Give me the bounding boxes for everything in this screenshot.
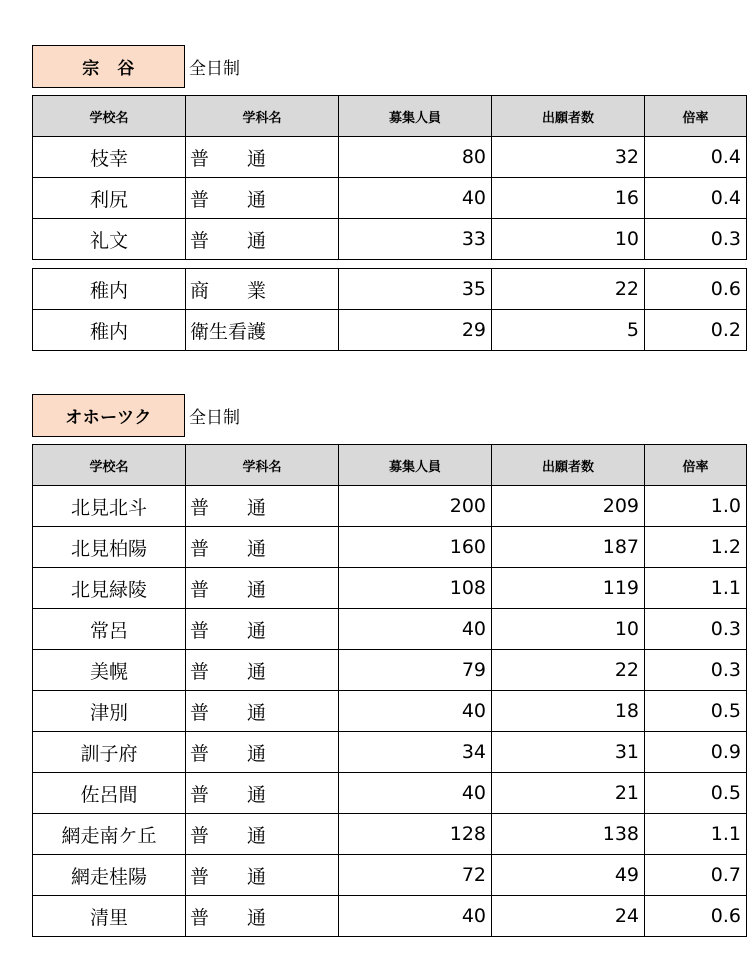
- capacity: 160: [339, 527, 492, 568]
- table-header-row: [33, 96, 747, 137]
- applicants: 24: [492, 896, 645, 937]
- table-header-row: [33, 445, 747, 486]
- capacity: 34: [339, 732, 492, 773]
- department: 普 通: [186, 219, 339, 260]
- applicants: 49: [492, 855, 645, 896]
- school-name: 北見緑陵: [33, 568, 186, 609]
- header-applicants: 出願者数: [492, 445, 645, 486]
- header-ratio: 倍率: [645, 96, 747, 137]
- school-name: 清里: [33, 896, 186, 937]
- ratio: 1.1: [645, 814, 747, 855]
- applicants: 16: [492, 178, 645, 219]
- region-label: オホーツク: [32, 394, 185, 437]
- applicants: 32: [492, 137, 645, 178]
- school-name: 稚内: [33, 310, 186, 351]
- applicants: 209: [492, 486, 645, 527]
- school-name: 網走南ケ丘: [33, 814, 186, 855]
- capacity: 128: [339, 814, 492, 855]
- applicants: 10: [492, 609, 645, 650]
- ratio: 0.9: [645, 732, 747, 773]
- school-name: 利尻: [33, 178, 186, 219]
- table-row: [33, 269, 747, 310]
- section-souya: [32, 45, 741, 351]
- capacity: 29: [339, 310, 492, 351]
- admissions-table: [32, 95, 747, 351]
- table-row: [33, 896, 747, 937]
- ratio: 0.2: [645, 310, 747, 351]
- applicants: 18: [492, 691, 645, 732]
- table-row: [33, 855, 747, 896]
- table-row: [33, 219, 747, 260]
- capacity: 108: [339, 568, 492, 609]
- applicants: 31: [492, 732, 645, 773]
- table-row: [33, 691, 747, 732]
- ratio: 0.3: [645, 219, 747, 260]
- department: 普 通: [186, 855, 339, 896]
- table-row: [33, 137, 747, 178]
- ratio: 0.6: [645, 896, 747, 937]
- ratio: 0.4: [645, 137, 747, 178]
- admissions-table: [32, 444, 747, 937]
- table-row: [33, 178, 747, 219]
- table-row: [33, 310, 747, 351]
- capacity: 40: [339, 178, 492, 219]
- applicants: 10: [492, 219, 645, 260]
- capacity: 79: [339, 650, 492, 691]
- ratio: 0.6: [645, 269, 747, 310]
- ratio: 1.1: [645, 568, 747, 609]
- capacity: 40: [339, 896, 492, 937]
- department: 普 通: [186, 178, 339, 219]
- school-name: 北見柏陽: [33, 527, 186, 568]
- header-department: 学科名: [186, 96, 339, 137]
- school-name: 北見北斗: [33, 486, 186, 527]
- department: 普 通: [186, 650, 339, 691]
- region-header: [32, 394, 646, 437]
- table-row: [33, 773, 747, 814]
- department: 普 通: [186, 486, 339, 527]
- ratio: 1.0: [645, 486, 747, 527]
- course-type: 全日制: [189, 408, 240, 428]
- school-name: 網走桂陽: [33, 855, 186, 896]
- header-applicants: 出願者数: [492, 96, 645, 137]
- school-name: 訓子府: [33, 732, 186, 773]
- table-row: [33, 732, 747, 773]
- header-ratio: 倍率: [645, 445, 747, 486]
- header-capacity: 募集人員: [339, 96, 492, 137]
- ratio: 0.5: [645, 773, 747, 814]
- department: 普 通: [186, 609, 339, 650]
- ratio: 0.4: [645, 178, 747, 219]
- department: 普 通: [186, 568, 339, 609]
- header-school: 学校名: [33, 445, 186, 486]
- department: 普 通: [186, 691, 339, 732]
- department: 普 通: [186, 773, 339, 814]
- applicants: 21: [492, 773, 645, 814]
- ratio: 0.5: [645, 691, 747, 732]
- capacity: 40: [339, 691, 492, 732]
- department: 商 業: [186, 269, 339, 310]
- capacity: 72: [339, 855, 492, 896]
- school-name: 津別: [33, 691, 186, 732]
- header-school: 学校名: [33, 96, 186, 137]
- department: 普 通: [186, 527, 339, 568]
- department: 普 通: [186, 137, 339, 178]
- table-row: [33, 650, 747, 691]
- school-name: 佐呂間: [33, 773, 186, 814]
- section-okhotsk: [32, 394, 741, 937]
- department: 普 通: [186, 814, 339, 855]
- capacity: 40: [339, 609, 492, 650]
- department: 普 通: [186, 896, 339, 937]
- department: 衛生看護: [186, 310, 339, 351]
- school-name: 常呂: [33, 609, 186, 650]
- school-name: 美幌: [33, 650, 186, 691]
- group-spacer: [33, 260, 747, 269]
- table-row: [33, 609, 747, 650]
- region-label: 宗 谷: [32, 45, 185, 88]
- table-row: [33, 814, 747, 855]
- applicants: 119: [492, 568, 645, 609]
- table-row: [33, 527, 747, 568]
- school-name: 礼文: [33, 219, 186, 260]
- header-department: 学科名: [186, 445, 339, 486]
- capacity: 40: [339, 773, 492, 814]
- applicants: 22: [492, 650, 645, 691]
- school-name: 枝幸: [33, 137, 186, 178]
- ratio: 1.2: [645, 527, 747, 568]
- applicants: 138: [492, 814, 645, 855]
- department: 普 通: [186, 732, 339, 773]
- ratio: 0.3: [645, 609, 747, 650]
- region-header: [32, 45, 646, 88]
- school-name: 稚内: [33, 269, 186, 310]
- course-type: 全日制: [189, 59, 240, 79]
- ratio: 0.7: [645, 855, 747, 896]
- capacity: 35: [339, 269, 492, 310]
- capacity: 80: [339, 137, 492, 178]
- header-capacity: 募集人員: [339, 445, 492, 486]
- capacity: 33: [339, 219, 492, 260]
- applicants: 187: [492, 527, 645, 568]
- applicants: 5: [492, 310, 645, 351]
- ratio: 0.3: [645, 650, 747, 691]
- table-row: [33, 568, 747, 609]
- table-row: [33, 486, 747, 527]
- applicants: 22: [492, 269, 645, 310]
- capacity: 200: [339, 486, 492, 527]
